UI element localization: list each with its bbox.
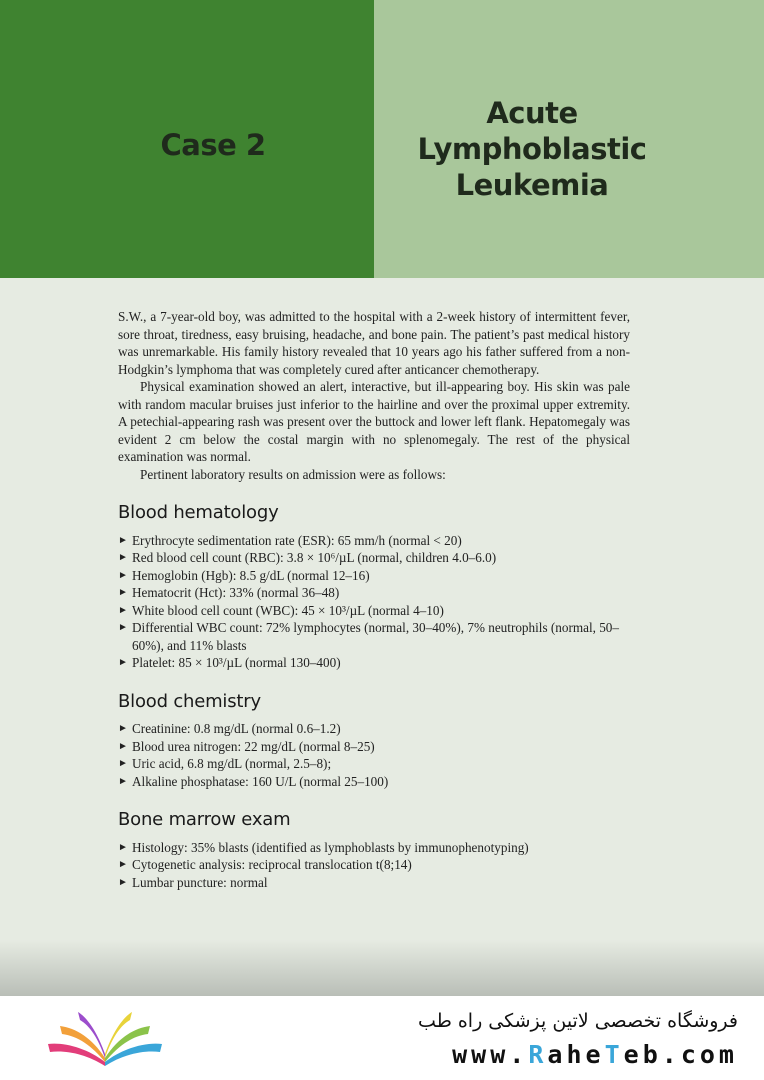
bullet-icon: ► bbox=[118, 723, 128, 734]
section-heading-blood-hematology: Blood hematology bbox=[118, 502, 279, 523]
case-title-line: Lymphoblastic bbox=[417, 132, 647, 166]
lab-intro-paragraph: Pertinent laboratory results on admission were as follows: bbox=[140, 466, 446, 482]
bullet-icon: ► bbox=[118, 758, 128, 769]
list-item: ► Differential WBC count: 72% lymphocytes (normal, 30–40%), 7% neutrophils (normal, 50–60%), and 11% blasts bbox=[118, 620, 619, 653]
open-book-logo-icon bbox=[42, 1008, 168, 1068]
list-item: ► Erythrocyte sedimentation rate (ESR): 65 mm/h (normal < 20) bbox=[118, 532, 462, 548]
case-title-line: Acute bbox=[486, 96, 578, 130]
store-url[interactable]: www.RaheTeb.com bbox=[452, 1040, 738, 1069]
footer-banner bbox=[0, 996, 764, 1080]
list-item: ► Histology: 35% blasts (identified as lymphoblasts by immunophenotyping) bbox=[118, 839, 529, 855]
case-content bbox=[118, 308, 630, 891]
case-label: Case 2 bbox=[160, 128, 266, 162]
list-item: ► White blood cell count (WBC): 45 × 10³/µL (normal 4–10) bbox=[118, 602, 444, 618]
list-item: ► Hematocrit (Hct): 33% (normal 36–48) bbox=[118, 585, 340, 600]
bullet-icon: ► bbox=[118, 552, 128, 563]
bullet-icon: ► bbox=[118, 534, 128, 546]
case-title bbox=[374, 95, 690, 203]
bullet-icon: ► bbox=[118, 775, 128, 787]
bullet-icon: ► bbox=[118, 622, 128, 633]
intro-paragraph: S.W., a 7-year-old boy, was admitted to the hospital with a 2-week history of intermittent fever, sore throat, tiredness, easy bruising, headache, and bone pain. The patient’s past medical history was unremarkable. His family history revealed that 10 years ago his father suffered from a non-Hodgkin’s lymphoma that was completely cured after anticancer chemotherapy. bbox=[118, 309, 630, 377]
store-name: فروشگاه تخصصی لاتین پزشکی راه طب bbox=[418, 1010, 738, 1032]
list-item: ► Cytogenetic analysis: reciprocal translocation t(8;14) bbox=[118, 857, 412, 872]
bullet-icon: ► bbox=[118, 657, 128, 668]
section-heading-bone-marrow: Bone marrow exam bbox=[118, 809, 291, 830]
bullet-icon: ► bbox=[118, 841, 128, 853]
list-item: ► Hemoglobin (Hgb): 8.5 g/dL (normal 12–16) bbox=[118, 567, 370, 583]
section-heading-blood-chemistry: Blood chemistry bbox=[118, 690, 261, 712]
bone-marrow-list bbox=[118, 839, 630, 892]
hematology-list bbox=[118, 532, 630, 672]
bullet-icon: ► bbox=[118, 740, 128, 752]
case-title-line: Leukemia bbox=[455, 168, 609, 202]
bullet-icon: ► bbox=[118, 604, 128, 616]
bullet-icon: ► bbox=[118, 876, 128, 888]
bullet-icon: ► bbox=[118, 859, 128, 870]
list-item: ► Blood urea nitrogen: 22 mg/dL (normal 8–25) bbox=[118, 738, 375, 754]
list-item: ► Uric acid, 6.8 mg/dL (normal, 2.5–8); bbox=[118, 756, 332, 771]
bullet-icon: ► bbox=[118, 569, 128, 581]
list-item: ► Red blood cell count (RBC): 3.8 × 10⁶/µL (normal, children 4.0–6.0) bbox=[118, 550, 497, 565]
list-item: ► Alkaline phosphatase: 160 U/L (normal 25–100) bbox=[118, 773, 389, 789]
page-bottom-shadow bbox=[0, 940, 764, 996]
chemistry-list bbox=[118, 720, 630, 790]
exam-paragraph: Physical examination showed an alert, interactive, but ill-appearing boy. His skin was pale with random macular bruises just inferior to the hairline and over the proximal upper extremity. A petechial-appearing rash was present over the buttock and lower left flank. Hepatomegaly was evident 2 cm below the costal margin with no splenomegaly. The rest of the physical examination was normal. bbox=[118, 379, 630, 464]
list-item: ► Creatinine: 0.8 mg/dL (normal 0.6–1.2) bbox=[118, 721, 341, 736]
list-item: ► Lumbar puncture: normal bbox=[118, 874, 268, 890]
bullet-icon: ► bbox=[118, 587, 128, 598]
list-item: ► Platelet: 85 × 10³/µL (normal 130–400) bbox=[118, 655, 341, 670]
